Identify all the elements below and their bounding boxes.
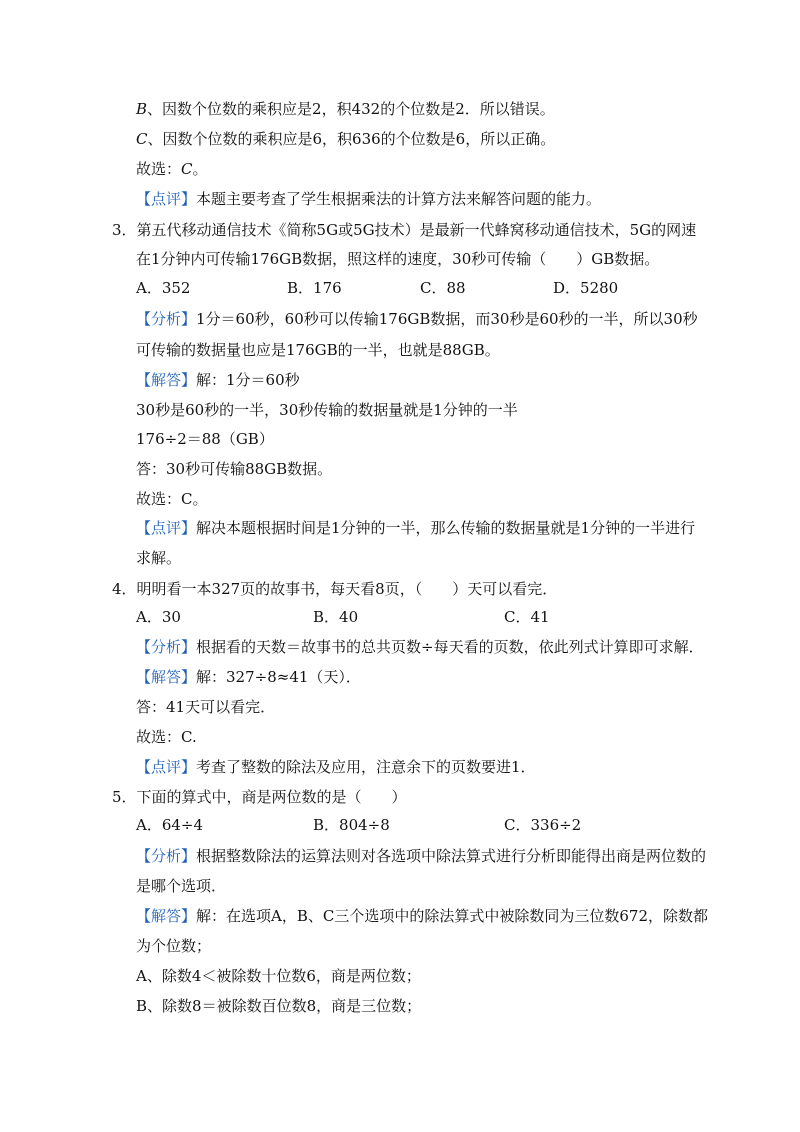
q2-choice-suffix: 。: [192, 160, 208, 178]
analysis-tag: 【分析】: [136, 638, 197, 656]
q3-number: 3．: [112, 221, 137, 239]
q4-analysis-text: 根据看的天数＝故事书的总共页数÷每天看的页数，依此列式计算即可求解．: [196, 638, 704, 656]
q3-option-a: A．352: [136, 279, 191, 297]
q3-analysis-text1: 1分＝60秒，60秒可以传输176GB数据，而30秒是60秒的一半，所以30秒: [196, 310, 698, 328]
q2-option-c-letter: C: [136, 130, 148, 148]
q4-number: 4．: [112, 580, 137, 598]
q3-stem-line2: 在1分钟内可传输176GB数据，照这样的速度，30秒可传输（ ）GB数据。: [136, 250, 660, 268]
q2-choice-letter: C: [181, 160, 193, 178]
q3-answer-line2: 30秒是60秒的一半，30秒传输的数据量就是1分钟的一半: [136, 401, 518, 419]
q4-stem: [112, 579, 557, 599]
q4-answer-line1: [136, 667, 361, 687]
q2-option-c-line: [136, 129, 555, 149]
q4-answer-text1: 解：327÷8≈41（天）．: [196, 668, 361, 686]
q3-comment-text1: 解决本题根据时间是1分钟的一半，那么传输的数据量就是1分钟的一半进行: [196, 519, 696, 537]
q5-stem-text: 下面的算式中，商是两位数的是（ ）: [136, 788, 407, 806]
q2-comment: [136, 189, 601, 209]
q3-stem-line1: [112, 220, 696, 240]
q4-answer-line2: 答：41天可以看完．: [136, 698, 276, 716]
q5-answer-line2: 为个位数；: [136, 937, 212, 955]
q3-answer-line4: 答：30秒可传输88GB数据。: [136, 460, 333, 478]
q5-option-a: A．64÷4: [136, 816, 204, 834]
q3-stem-text1: 第五代移动通信技术《简称5G或5G技术）是最新一代蜂窝移动通信技术，5G的网速: [136, 221, 697, 239]
q5-answer-text1: 解：在选项A，B、C三个选项中的除法算式中被除数同为三位数672，除数都: [196, 907, 708, 925]
q4-option-b: B．40: [313, 608, 359, 626]
q5-stem: [112, 787, 407, 807]
q3-option-b: B．176: [287, 279, 342, 297]
answer-tag: 【解答】: [136, 907, 197, 925]
q3-answer-text1: 解：1分＝60秒: [196, 371, 300, 389]
q2-option-b-text: 、因数个位数的乘积应是2，积432的个位数是2．所以错误。: [147, 100, 555, 118]
answer-tag: 【解答】: [136, 668, 197, 686]
q4-option-c: C．41: [504, 608, 550, 626]
q3-choice: 故选：C。: [136, 490, 208, 508]
q5-analysis-line1: [136, 846, 706, 866]
q5-analysis-line2: 是哪个选项．: [136, 877, 227, 895]
q4-stem-text: 明明看一本327页的故事书，每天看8页，（ ）天可以看完．: [136, 580, 558, 598]
q3-option-c: C．88: [420, 279, 466, 297]
q5-item-a: A、除数4＜被除数十位数6，商是两位数；: [136, 967, 421, 985]
q3-comment-line2: 求解。: [136, 549, 182, 567]
analysis-tag: 【分析】: [136, 847, 197, 865]
q5-number: 5．: [112, 788, 137, 806]
q4-option-a: A．30: [136, 608, 181, 626]
q3-comment-line1: [136, 518, 695, 538]
q5-answer-line1: [136, 906, 708, 926]
analysis-tag: 【分析】: [136, 310, 197, 328]
q4-comment-text: 考查了整数的除法及应用，注意余下的页数要进1．: [196, 758, 536, 776]
q5-item-b: B、除数8＝被除数百位数8，商是三位数；: [136, 997, 422, 1015]
q4-analysis: [136, 637, 704, 657]
q5-option-c: C．336÷2: [504, 816, 582, 834]
comment-tag: 【点评】: [136, 190, 197, 208]
q4-comment: [136, 757, 536, 777]
q5-analysis-text1: 根据整数除法的运算法则对各选项中除法算式进行分析即能得出商是两位数的: [196, 847, 707, 865]
q4-choice: 故选：C.: [136, 728, 197, 746]
q2-choice-prefix: 故选：: [136, 160, 182, 178]
q2-option-b-line: [136, 99, 555, 119]
q3-analysis-line2: 可传输的数据量也应是176GB的一半，也就是88GB。: [136, 341, 500, 359]
q3-answer-line3: 176÷2＝88（GB）: [136, 430, 274, 448]
answer-tag: 【解答】: [136, 371, 197, 389]
q2-option-c-text: 、因数个位数的乘积应是6，积636的个位数是6，所以正确。: [147, 130, 556, 148]
q3-option-d: D．5280: [553, 279, 619, 297]
q2-comment-text: 本题主要考查了学生根据乘法的计算方法来解答问题的能力。: [196, 190, 602, 208]
comment-tag: 【点评】: [136, 519, 197, 537]
q5-option-b: B．804÷8: [313, 816, 390, 834]
q2-option-b-letter: B: [136, 100, 148, 118]
q3-answer-line1: [136, 370, 300, 390]
q2-choice: [136, 159, 208, 179]
q3-analysis-line1: [136, 309, 698, 329]
comment-tag: 【点评】: [136, 758, 197, 776]
